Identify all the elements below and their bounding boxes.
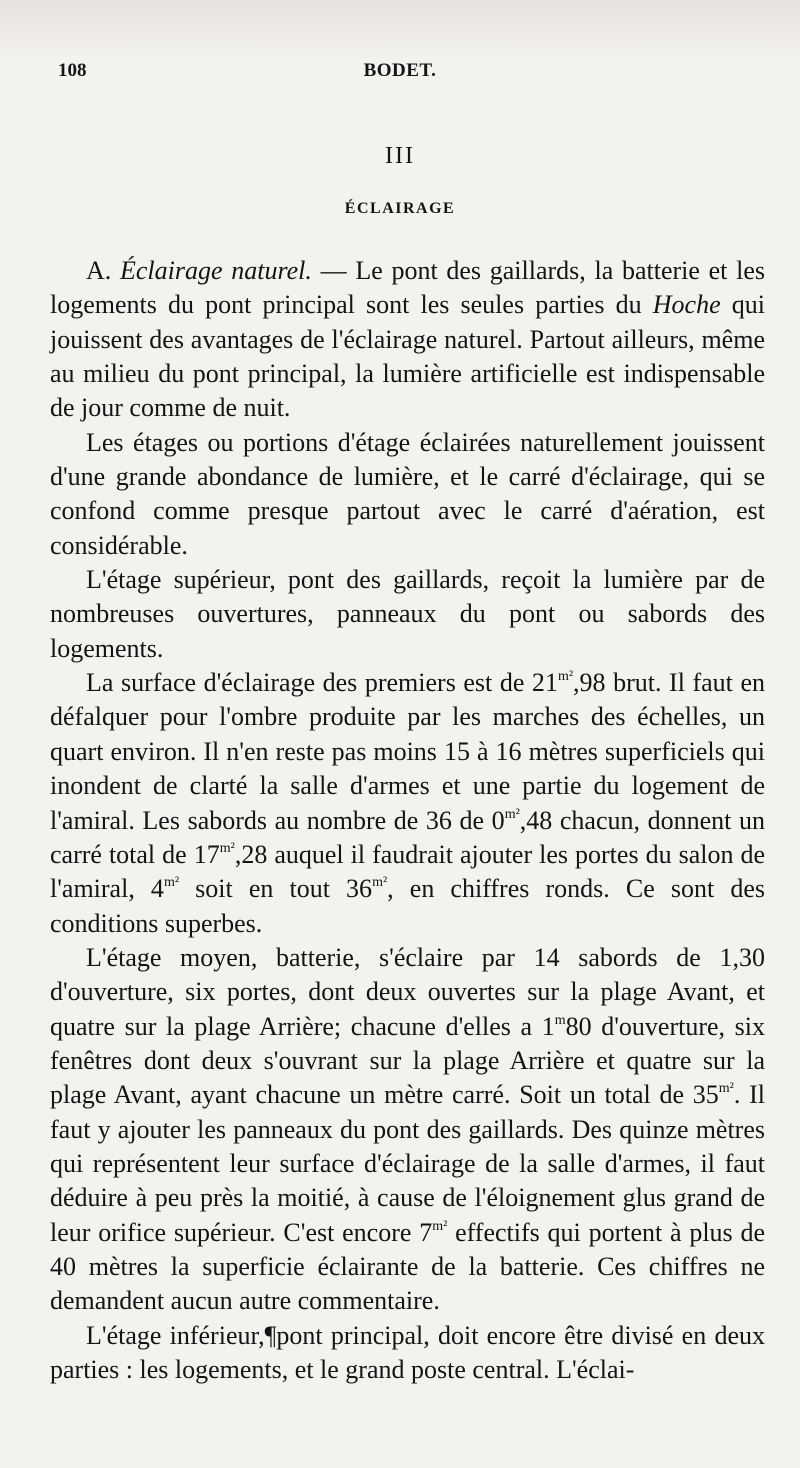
unit-superscript: m — [554, 1012, 566, 1028]
unit-superscript: m² — [504, 806, 520, 822]
unit-superscript: m² — [163, 875, 180, 891]
paragraph-text: qui jouissent des avantages de l'éclairage naturel. Partout ailleurs, même au milieu du pont principal, la lumière artificielle est indispensable de jour comme de nuit. — [50, 290, 765, 423]
paragraph-middle-deck — [50, 941, 765, 1319]
paragraph-text: . Il faut y ajouter les panneaux du pont des gaillards. Des quinze mètres qui représentent leur surface d'éclairage de la salle d'armes, il faut déduire à peu près la moitié, à cause de l'éloignement glus grand de leur orifice supérieur. C'est encore 7 — [50, 1080, 765, 1247]
running-title: BODET. — [363, 60, 437, 81]
paragraph-text: ,98 brut. Il faut en défalquer pour l'ombre produite par les marches des échelles, un quart environ. Il n'en reste pas moins 15 à 16 mètres superficiels qui inondent de clarté la salle d'armes et une partie du logement de l'amiral. Les sabords au nombre de 36 de 0 — [50, 668, 765, 835]
paragraph-text: ,48 chacun, donnent un carré total de 17 — [50, 805, 765, 869]
paragraph-upper-deck: L'étage supérieur, pont des gaillards, reçoit la lumière par de nombreuses ouvertures, panneaux du pont ou sabords des logements. — [50, 565, 765, 663]
page-number: 108 — [58, 60, 87, 81]
paragraph-natural-lighting — [50, 254, 765, 426]
unit-superscript: m² — [432, 1218, 448, 1234]
unit-superscript: m² — [718, 1081, 734, 1097]
section-number: III — [385, 143, 415, 169]
section-label: A. — [86, 256, 112, 285]
paragraph-text: L'étage moyen, batterie, s'éclaire par 14 sabords de 1,30 d'ouverture, six portes, dont deux ouvertes sur la plage Avant, et quatre sur la plage Arrière; chacune d'elles a 1 — [50, 942, 765, 1041]
paragraph-text: , en chiffres ronds. Ce sont des conditions superbes. — [50, 874, 765, 938]
paragraph-text: La surface d'éclairage des premiers est de 21 — [86, 668, 558, 698]
paragraph-text: effectifs qui portent à plus de 40 mètres la superficie éclairante de la batterie. Ces chiffres ne demandent aucun autre commentaire. — [50, 1217, 765, 1316]
ship-name: Hoche — [652, 290, 721, 320]
unit-superscript: m² — [372, 875, 388, 891]
paragraph-lit-decks: Les étages ou portions d'étage éclairées naturellement jouissent d'une grande abondance de lumière, et le carré d'éclairage, qui se confond comme presque partout avec le carré d'aération, est considérable. — [50, 427, 765, 560]
paragraph-lower-deck: L'étage inférieur,¶pont principal, doit encore être divisé en deux parties : les logements, et le grand poste central. L'éclai- — [50, 1320, 765, 1384]
bleed-through-shading — [0, 0, 800, 60]
body-text — [50, 254, 765, 1387]
paragraph-text: ,28 auquel il faudrait ajouter les portes du salon de l'amiral, 4 — [50, 839, 766, 904]
unit-superscript: m² — [219, 840, 235, 856]
paragraph-text: 80 d'ouverture, six fenêtres dont deux s'ouvrant sur la plage Arrière et quatre sur la plage Avant, ayant chacune un mètre carré. Soit un total de 35 — [50, 1011, 765, 1110]
paragraph-text: — Le pont des gaillards, la batterie et les logements du pont principal sont les seules parties du — [50, 256, 765, 320]
running-head — [58, 60, 742, 90]
paragraph-text: soit en tout 36 — [179, 874, 373, 904]
paragraph-lighting-surface — [50, 666, 765, 941]
subsection-heading: Éclairage naturel. — [120, 256, 312, 285]
unit-superscript: m² — [557, 669, 574, 685]
section-title: ÉCLAIRAGE — [344, 200, 456, 217]
